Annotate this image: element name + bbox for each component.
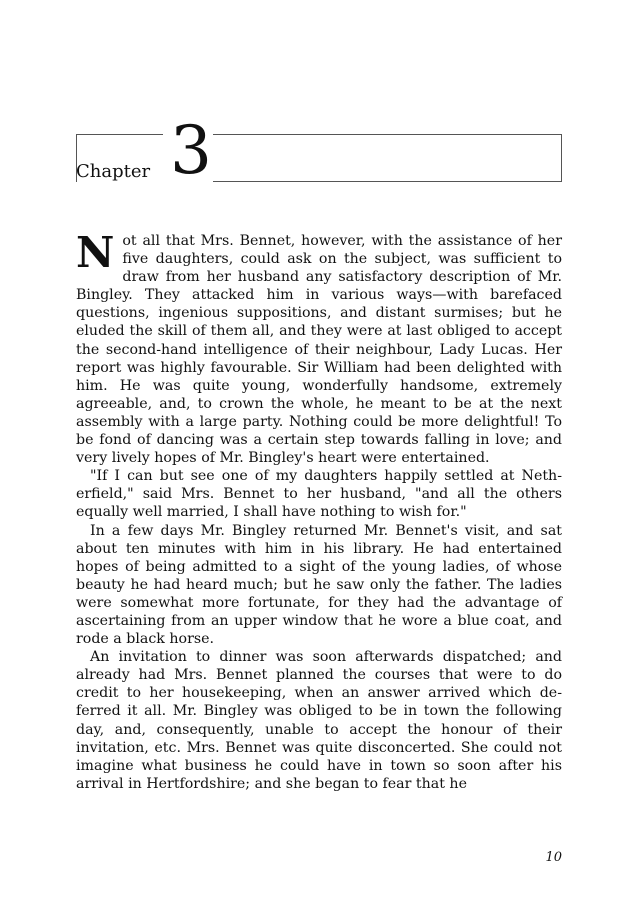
chapter-body	[76, 228, 562, 793]
paragraph-text: ot all that Mrs. Bennet, however, with the assistance of her five daughters, could ask on the subject, was sufficient to draw from her husband any satisfactory description of Mr. Bingley. They attacked him in various ways—with barefaced questions, ingenious suppositions, and distant surmises; but he eluded the skill of them all, and they were at last obliged to accept the second-hand intelligence of their neighbour, Lady Lucas. Her report was highly favourable. Sir William had been delighted with him. He was quite young, wonderfully handsome, extremely agreeable, and, to crown the whole, he meant to be at the next assembly with a large party. Nothing could be more delightful! To be fond of dancing was a certain step towards falling in love; and very lively hopes of Mr. Bingley's heart were entertained.	[76, 233, 562, 467]
chapter-heading-rule	[213, 181, 562, 182]
paragraph: An invitation to dinner was soon afterwards dispatched; and already had Mrs. Bennet planned the courses that were to do credit to her housekeeping, when an answer arrived which deferred it all. Mr. Bingley was obliged to be in town the following day, and, consequently, unable to accept the honour of their invitation, etc. Mrs. Bennet was quite disconcerted. She could not imagine what business he could have in town so soon after his arrival in Hertfordshire; and she began to fear that he	[76, 649, 562, 792]
page-number: 10	[545, 850, 562, 865]
chapter-number: 3	[170, 112, 212, 189]
drop-cap: N	[76, 228, 115, 277]
paragraph	[76, 228, 562, 467]
paragraph: "If I can but see one of my daughters happily settled at Netherfield," said Mrs. Bennet to her husband, "and all the others equally well married, I shall have nothing to wish for."	[76, 468, 562, 521]
paragraph: In a few days Mr. Bingley returned Mr. Bennet's visit, and sat about ten minutes with him in his library. He had entertained hopes of being admitted to a sight of the young ladies, of whose beauty he had heard much; but he saw only the father. The ladies were somewhat more fortunate, for they had the advantage of ascertaining from an upper window that he wore a blue coat, and rode a black horse.	[76, 522, 562, 648]
chapter-label: Chapter	[76, 161, 151, 182]
